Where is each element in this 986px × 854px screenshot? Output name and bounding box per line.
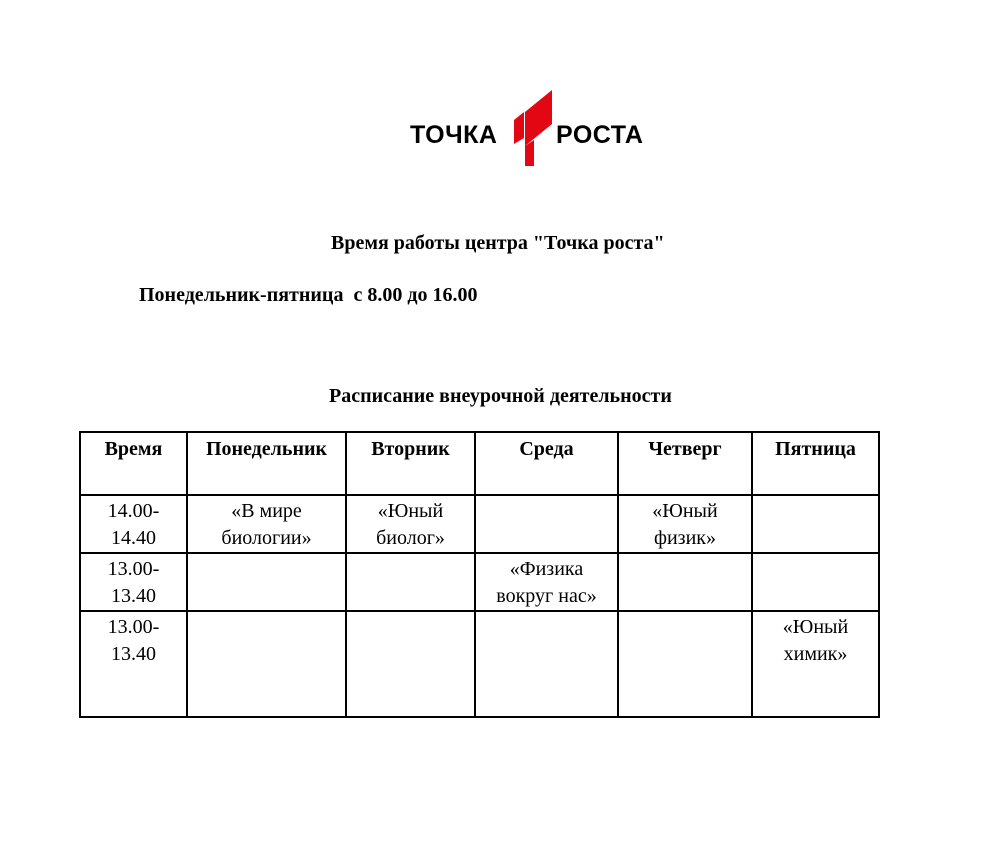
wednesday-cell: «Физика вокруг нас» <box>475 553 618 611</box>
column-header-wednesday: Среда <box>475 432 618 495</box>
column-header-friday: Пятница <box>752 432 879 495</box>
time-cell: 14.00- 14.40 <box>80 495 187 553</box>
page-title: Время работы центра "Точка роста" <box>331 232 665 254</box>
tuesday-cell <box>346 553 475 611</box>
friday-cell <box>752 495 879 553</box>
monday-cell <box>187 553 346 611</box>
logo-word-right: РОСТА <box>556 121 644 149</box>
thursday-cell: «Юный физик» <box>618 495 752 553</box>
tuesday-cell <box>346 611 475 717</box>
column-header-time: Время <box>80 432 187 495</box>
table-row <box>80 495 879 553</box>
table-header-row <box>80 432 879 495</box>
tuesday-cell: «Юный биолог» <box>346 495 475 553</box>
time-cell: 13.00- 13.40 <box>80 611 187 717</box>
column-header-thursday: Четверг <box>618 432 752 495</box>
wednesday-cell <box>475 611 618 717</box>
logo-mark-small-leaf <box>514 112 524 144</box>
wednesday-cell <box>475 495 618 553</box>
tochka-rosta-logo <box>410 86 650 168</box>
table-row <box>80 611 879 717</box>
working-hours: Понедельник-пятница с 8.00 до 16.00 <box>139 284 478 306</box>
time-cell: 13.00- 13.40 <box>80 553 187 611</box>
friday-cell: «Юный химик» <box>752 611 879 717</box>
monday-cell <box>187 611 346 717</box>
schedule-table <box>79 431 880 718</box>
column-header-monday: Понедельник <box>187 432 346 495</box>
thursday-cell <box>618 553 752 611</box>
monday-cell: «В мире биологии» <box>187 495 346 553</box>
logo-mark-icon <box>512 86 556 168</box>
logo-word-left: ТОЧКА <box>410 121 498 149</box>
schedule-title: Расписание внеурочной деятельности <box>329 385 672 407</box>
table-row <box>80 553 879 611</box>
thursday-cell <box>618 611 752 717</box>
column-header-tuesday: Вторник <box>346 432 475 495</box>
logo-mark-large-leaf <box>525 90 552 146</box>
friday-cell <box>752 553 879 611</box>
